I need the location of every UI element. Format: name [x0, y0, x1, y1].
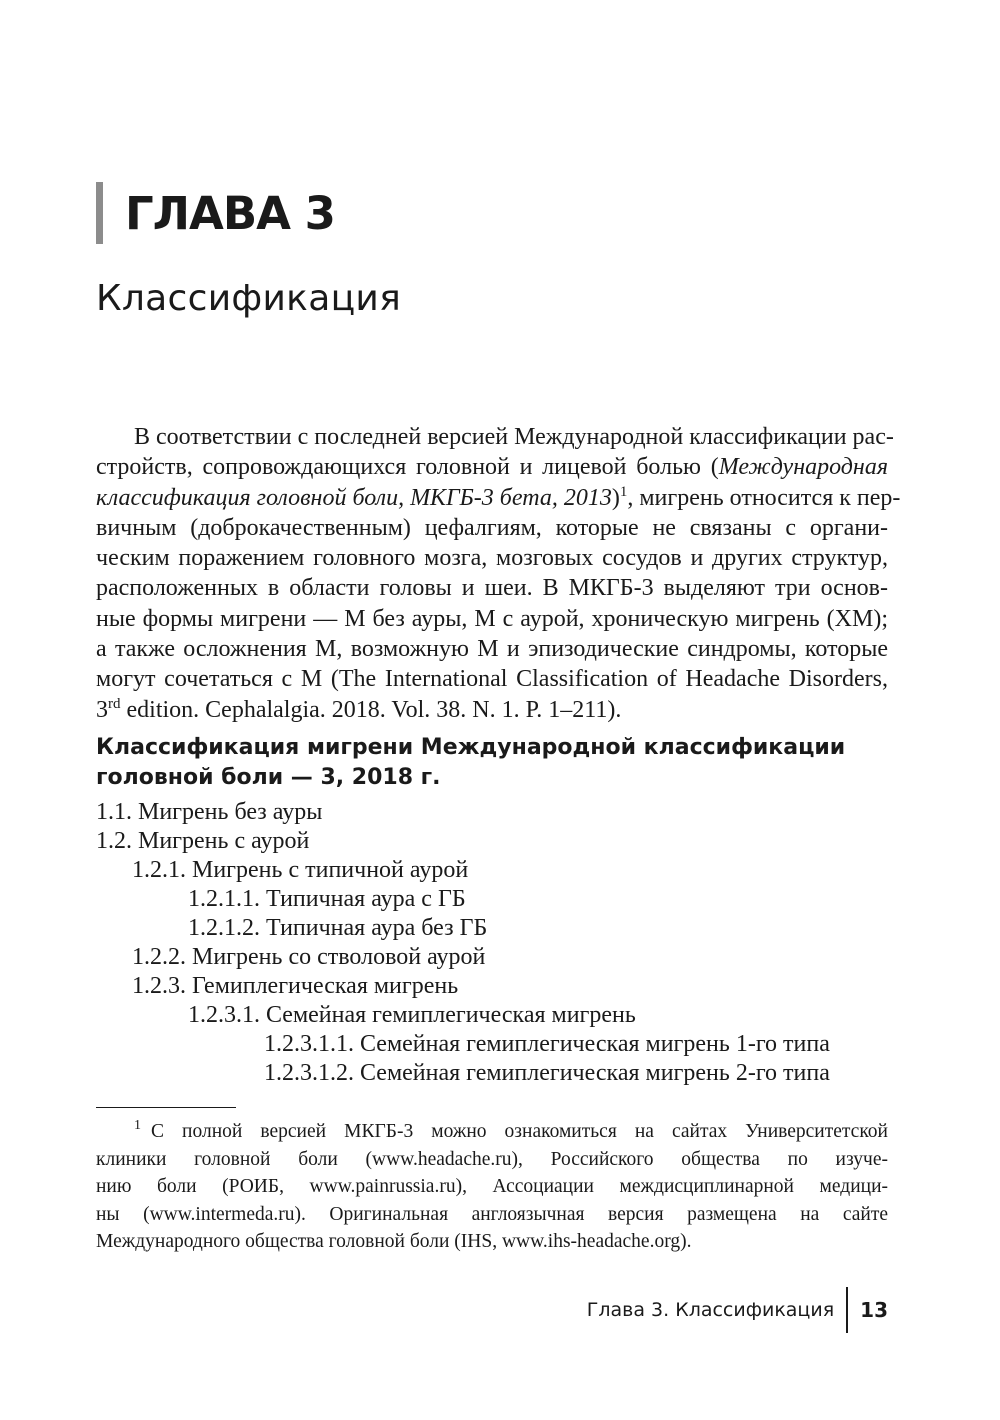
- classification-list: [96, 798, 830, 1088]
- intro-italic: Международная: [718, 454, 888, 481]
- footnote: [96, 1118, 888, 1256]
- intro-tail: , мигрень относится к пер-: [627, 484, 901, 511]
- footnote-divider: [96, 1107, 236, 1108]
- intro-line: В соответствии с последней версией Международной классификации рас-: [134, 424, 894, 450]
- section-heading-line: Классификация мигрени Международной классификации: [96, 735, 846, 760]
- list-item: 1.2.3. Гемиплегическая мигрень: [132, 973, 459, 999]
- intro-line: могут сочетаться с М (The International Classification of Headache Disorders,: [96, 666, 888, 693]
- intro-line: классификация головной боли, МКГБ-3 бета, 2013)$^1$, мигрень относится к пер-: [96, 483, 901, 511]
- list-item: 1.2.3.1.2. Семейная гемиплегическая мигрень 2-го типа: [264, 1060, 830, 1086]
- list-item: 1.2. Мигрень с аурой: [96, 828, 310, 854]
- list-item: 1.2.2. Мигрень со стволовой аурой: [132, 944, 486, 970]
- list-item: 1.2.3.1. Семейная гемиплегическая мигрень: [188, 1002, 636, 1028]
- running-title: Глава 3. Классификация: [586, 1299, 835, 1321]
- footnote-line: ны (www.intermeda.ru). Оригинальная англоязычная версия размещена на сайте: [96, 1203, 888, 1225]
- intro-line: ные формы мигрени — М без ауры, М с аурой, хроническую мигрень (ХМ);: [96, 605, 888, 632]
- intro-line: 3rd edition. Cephalalgia. 2018. Vol. 38. N. 1. P. 1–211).: [96, 695, 622, 723]
- footnote-line: $^1$ С полной версией МКГБ-3 можно ознакомиться на сайтах Университетской: [134, 1118, 888, 1142]
- intro-line: расположенных в области головы и шеи. В МКГБ-3 выделяют три основ-: [96, 575, 888, 602]
- intro-italic: классификация головной боли, МКГБ-3 бета, 2013: [96, 484, 612, 511]
- intro-line: вичным (доброкачественным) цефалгиям, которые не связаны с органи-: [96, 514, 888, 541]
- intro-line: а также осложнения М, возможную М и эпизодические синдромы, которые: [96, 636, 888, 663]
- list-item: 1.2.1.2. Типичная аура без ГБ: [188, 915, 488, 941]
- list-item: 1.2.1. Мигрень с типичной аурой: [132, 857, 469, 883]
- list-item: 1.2.1.1. Типичная аура с ГБ: [188, 886, 466, 912]
- footnote-ref: 1: [619, 483, 628, 500]
- running-footer: [587, 1287, 888, 1333]
- section-heading-line: головной боли — 3, 2018 г.: [96, 765, 441, 790]
- chapter-header: [96, 182, 335, 244]
- footnote-number: 1: [134, 1118, 141, 1133]
- intro-line: ческим поражением головного мозга, мозговых сосудов и других структур,: [96, 545, 888, 572]
- chapter-title: ГЛАВА 3: [125, 186, 335, 240]
- footnote-line: Международного общества головной боли (IHS, www.ihs-headache.org).: [96, 1231, 692, 1252]
- section-heading: [96, 733, 888, 793]
- footnote-line: нию боли (РОИБ, www.painrussia.ru), Ассоциации междисциплинарной медици-: [96, 1176, 888, 1197]
- list-item: 1.1. Мигрень без ауры: [96, 799, 323, 825]
- page-number: 13: [860, 1298, 888, 1322]
- ordinal-suffix: rd: [108, 695, 121, 712]
- list-item: 1.2.3.1.1. Семейная гемиплегическая мигрень 1-го типа: [264, 1031, 830, 1057]
- intro-paragraph: [96, 422, 901, 725]
- chapter-accent-bar: [96, 182, 103, 244]
- chapter-subtitle: Классификация: [96, 278, 402, 319]
- intro-line: стройств, сопровождающихся головной и лицевой болью (Международная: [96, 454, 888, 481]
- footnote-line: клиники головной боли (www.headache.ru), Российского общества по изуче-: [96, 1148, 888, 1170]
